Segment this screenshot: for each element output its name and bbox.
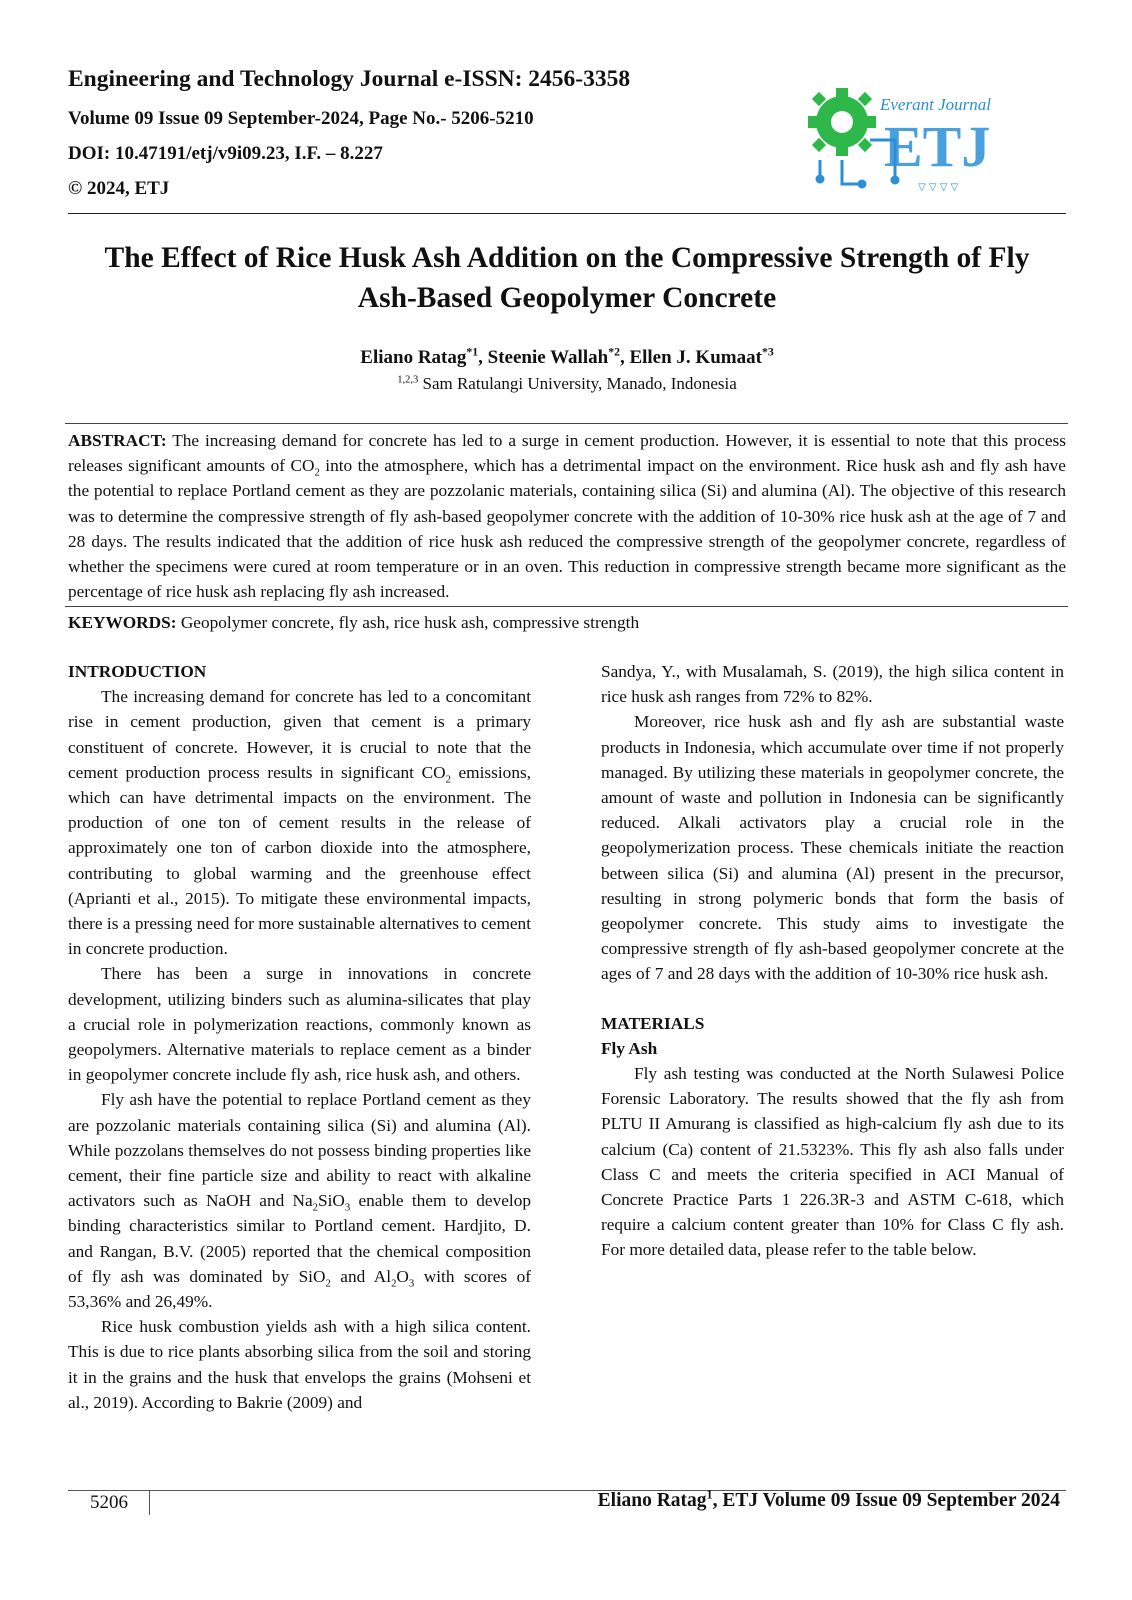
- keywords-label: KEYWORDS:: [68, 613, 177, 632]
- abstract-label: ABSTRACT:: [68, 431, 167, 450]
- svg-text:▽ ▽ ▽ ▽: ▽ ▽ ▽ ▽: [918, 182, 959, 193]
- header-rule: [68, 213, 1066, 214]
- author-2: Steenie Wallah: [487, 347, 609, 368]
- paper-title-line-2: Ash-Based Geopolymer Concrete: [357, 282, 777, 314]
- column-right: [601, 659, 1064, 1263]
- keywords: KEYWORDS: Geopolymer concrete, fly ash, rice husk ash, compressive strength: [68, 613, 640, 632]
- page-number: 5206: [90, 1492, 128, 1513]
- intro-paragraph-3: Fly ash have the potential to replace Portland cement as they are pozzolanic materials containing silica (Si) and alumina (Al). While pozzolans themselves do not possess binding properties like cement, their fine particle size and ability to react with alkaline activators such as NaOH and $Na_2SiO_3$ enable them to develop binding characteristics similar to Portland cement. Hardjito, D. and Rangan, B.V. (2005) reported that the chemical composition of fly ash was dominated by SiO$_2$ and $Al_2O_3$ with scores of 53,36% and 26,49%.: [68, 1090, 532, 1312]
- materials-paragraph-1: Fly ash testing was conducted at the North Sulawesi Police Forensic Laboratory. The results showed that the fly ash from PLTU II Amurang is classified as high-calcium fly ash due to its calcium (Ca) content of 21.5323%. This fly ash also falls under Class C and meets the criteria specified in ACI Manual of Concrete Practice Parts 1 226.3R-3 and ASTM C-618, which require a calcium content greater than 10% for Class C fly ash. For more detailed data, please refer to the table below.: [601, 1064, 1064, 1260]
- logo-text: ETJ: [884, 114, 991, 179]
- intro-paragraph-4-continued: Sandya, Y., with Musalamah, S. (2019), the high silica content in rice husk ash ranges from 72% to 82%.: [601, 662, 1064, 707]
- author-3-mark: *3: [761, 345, 774, 359]
- logo-tagline: Everant Journal: [880, 95, 991, 114]
- intro-paragraph-2: There has been a surge in innovations in concrete development, utilizing binders such as alumina-silicates that play a crucial role in polymerization reactions, commonly known as geopolymers. Alternative materials to replace cement as a binder in geopolymer concrete include fly ash, rice husk ash, and others.: [68, 964, 531, 1085]
- section-heading-introduction: INTRODUCTION: [68, 662, 207, 681]
- author-3: Ellen J. Kumaat: [629, 347, 762, 368]
- authors: Eliano Ratag$^{*1}$, Steenie Wallah$^{*2}$, Ellen J. Kumaat$^{*3}$: [360, 345, 774, 368]
- footer-divider: [149, 1490, 150, 1515]
- copyright-line: © 2024, ETJ: [68, 178, 170, 199]
- section-heading-materials: MATERIALS: [601, 1013, 705, 1033]
- abstract-rule-bottom: [65, 606, 1068, 607]
- gear-icon: [808, 88, 876, 156]
- footer-citation: Eliano Ratag$^1$, ETJ Volume 09 Issue 09 September 2024: [597, 1487, 1060, 1511]
- author-2-mark: *2: [608, 345, 620, 359]
- paper-title-line-1: The Effect of Rice Husk Ash Addition on the Compressive Strength of Fly: [104, 242, 1030, 274]
- column-left: [68, 659, 531, 1415]
- intro-paragraph-5: Moreover, rice husk ash and fly ash are substantial waste products in Indonesia, which accumulate over time if not properly managed. By utilizing these materials in geopolymer concrete, the amount of waste and pollution in Indonesia can be significantly reduced. Alkali activators play a crucial role in the geopolymerization process. These chemicals initiate the reaction between silica (Si) and alumina (Al) present in the precursor, resulting in strong polymeric bonds that form the basis of geopolymer concrete. This study aims to investigate the compressive strength of fly ash-based geopolymer concrete at the ages of 7 and 28 days with the addition of 10-30% rice husk ash.: [601, 712, 1064, 984]
- abstract: ABSTRACT: The increasing demand for concrete has led to a surge in cement production. However, it is essential to note that this process releases significant amounts of $CO_2$ into the atmosphere, which has a detrimental impact on the environment. Rice husk ash and fly ash have the potential to replace Portland cement as they are pozzolanic materials, containing silica (Si) and alumina (Al). The objective of this research was to determine the compressive strength of fly ash-based geopolymer concrete with the addition of 10-30% rice husk ash at the age of 7 and 28 days. The results indicated that the addition of rice husk ash reduced the compressive strength of the geopolymer concrete, regardless of whether the specimens were cured at room temperature or in an oven. This reduction in compressive strength became more significant as the percentage of rice husk ash replacing fly ash increased.: [68, 431, 1066, 602]
- subsection-heading-fly-ash: Fly Ash: [601, 1038, 658, 1058]
- intro-paragraph-1: The increasing demand for concrete has led to a concomitant rise in cement production, given that cement is a primary constituent of concrete. However, it is crucial to note that the cement production process results in significant $CO_2$ emissions, which can have detrimental impacts on the environment. The production of one ton of cement results in the release of approximately one ton of carbon dioxide into the atmosphere, contributing to global warming and the greenhouse effect (Aprianti et al., 2015). To mitigate these environmental impacts, there is a pressing need for more sustainable alternatives to cement in concrete production.: [68, 687, 532, 959]
- volume-line: Volume 09 Issue 09 September-2024, Page No.- 5206-5210: [68, 108, 534, 129]
- abstract-rule-top: [65, 423, 1068, 424]
- author-1: Eliano Ratag: [360, 347, 467, 368]
- doi-line: DOI: 10.47191/etj/v9i09.23, I.F. – 8.227: [68, 143, 383, 164]
- etj-logo: [800, 80, 1020, 198]
- intro-paragraph-4: Rice husk combustion yields ash with a high silica content. This is due to rice plants absorbing silica from the soil and storing it in the grains and the husk that envelops the grains (Mohseni et al., 2019). According to Bakrie (2009) and: [68, 1317, 531, 1412]
- paper-title: [68, 238, 1066, 318]
- affiliation: $^{1,2,3}$ Sam Ratulangi University, Manado, Indonesia: [397, 374, 737, 393]
- journal-title: Engineering and Technology Journal e-ISSN: 2456-3358: [68, 66, 631, 92]
- author-1-mark: *1: [466, 345, 479, 359]
